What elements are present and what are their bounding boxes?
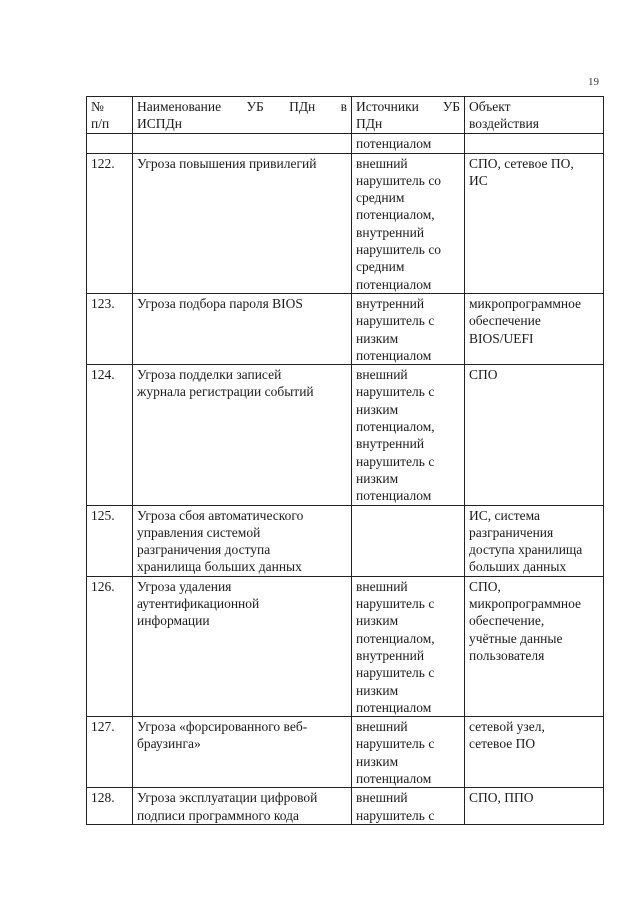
header-name (133, 97, 352, 134)
header-source-word: Источники (356, 99, 419, 114)
threats-table (86, 96, 604, 825)
cell-line: внешний (356, 155, 408, 171)
header-number-line: № (91, 99, 104, 114)
cell-line: СПО, сетевое ПО, (469, 155, 574, 171)
cell-object (465, 153, 604, 293)
cell-object (465, 293, 604, 364)
cell-name (133, 365, 352, 505)
cell-line: потенциалом (356, 770, 432, 786)
cell-line: аутентификационной (137, 596, 260, 612)
cell-line: браузинга» (137, 736, 201, 752)
table-row (87, 293, 604, 364)
cell-line: нарушитель с (356, 665, 435, 681)
header-source-word: УБ (442, 99, 460, 114)
cell-line: низким (356, 613, 399, 629)
cell-line: низким (356, 753, 399, 769)
cell-line: Угроза подбора пароля BIOS (137, 295, 303, 311)
cell-line: внешний (356, 719, 408, 735)
header-object-line: Объект (469, 99, 511, 114)
cell-number: 123. (87, 293, 133, 364)
cell-source (352, 133, 465, 153)
header-object-line: воздействия (469, 116, 539, 132)
cell-line: потенциалом, (356, 630, 435, 646)
cell-line: нарушитель со (356, 172, 442, 188)
cell-line: учётные данные (469, 630, 563, 646)
cell-line: потенциалом (356, 276, 432, 292)
cell-line: потенциалом (356, 699, 432, 715)
cell-number: 125. (87, 505, 133, 576)
cell-number: 124. (87, 365, 133, 505)
cell-object (465, 717, 604, 788)
cell-line: внешний (356, 367, 408, 383)
header-name-word: УБ (246, 99, 264, 114)
cell-line: нарушитель с (356, 313, 435, 329)
cell-object (465, 576, 604, 716)
page-number: 19 (588, 76, 599, 88)
table-row (87, 717, 604, 788)
cell-line: нарушитель с (356, 596, 435, 612)
cell-line: низким (356, 682, 399, 698)
cell-line: потенциалом, (356, 419, 435, 435)
cell-object (465, 365, 604, 505)
cell-name (133, 505, 352, 576)
header-number-line: п/п (91, 116, 110, 132)
cell-line: микропрограммное (469, 596, 582, 612)
cell-name (133, 153, 352, 293)
table-header-row (87, 97, 604, 134)
cell-name (133, 788, 352, 825)
cell-line: нарушитель с (356, 453, 435, 469)
cell-line: Угроза эксплуатации цифровой (137, 790, 318, 806)
header-name-line (137, 98, 347, 115)
cell-line: потенциалом (356, 135, 432, 151)
cell-number: 126. (87, 576, 133, 716)
cell-object (465, 788, 604, 825)
cell-line: низким (356, 401, 399, 417)
cell-number: 128. (87, 788, 133, 825)
cell-line: нарушитель с (356, 384, 435, 400)
cell-line: СПО, ППО (469, 790, 534, 806)
cell-source (352, 293, 465, 364)
cell-line: подписи программного кода (137, 807, 299, 823)
header-name-word: в (340, 99, 347, 114)
cell-number (87, 133, 133, 153)
cell-line: потенциалом (356, 347, 432, 363)
cell-line: микропрограммное (469, 295, 582, 311)
header-name-word: ПДн (289, 99, 316, 114)
cell-source (352, 788, 465, 825)
cell-line: сетевой узел, (469, 719, 545, 735)
cell-line: нарушитель с (356, 736, 435, 752)
cell-source (352, 505, 465, 576)
header-name-word: Наименование (137, 99, 222, 114)
cell-line: низким (356, 330, 399, 346)
cell-object (465, 505, 604, 576)
cell-number: 122. (87, 153, 133, 293)
header-name-line: ИСПДн (137, 116, 182, 132)
header-number (87, 97, 133, 134)
header-object (465, 97, 604, 134)
cell-source (352, 717, 465, 788)
cell-line: внутренний (356, 647, 425, 663)
cell-name (133, 293, 352, 364)
cell-name (133, 133, 352, 153)
cell-object (465, 133, 604, 153)
cell-line: ИС (469, 172, 488, 188)
cell-line: пользователя (469, 647, 545, 663)
cell-line: больших данных (469, 559, 567, 575)
table-row-continued (87, 133, 604, 153)
cell-line: обеспечение (469, 313, 541, 329)
cell-line: Угроза повышения привилегий (137, 155, 317, 171)
cell-number: 127. (87, 717, 133, 788)
cell-line: потенциалом (356, 488, 432, 504)
cell-line: потенциалом, (356, 207, 435, 223)
cell-name (133, 717, 352, 788)
cell-line: сетевое ПО (469, 736, 536, 752)
cell-line: внутренний (356, 224, 425, 240)
cell-line: СПО (469, 367, 498, 383)
cell-line: средним (356, 190, 405, 206)
header-source (352, 97, 465, 134)
cell-line: нарушитель с (356, 807, 435, 823)
cell-line: средним (356, 259, 405, 275)
cell-source (352, 153, 465, 293)
cell-name (133, 576, 352, 716)
cell-line: BIOS/UEFI (469, 330, 534, 346)
cell-line: Угроза «форсированного веб- (137, 719, 308, 735)
cell-line: Угроза удаления (137, 578, 232, 594)
table-row (87, 505, 604, 576)
cell-line: управления системой (137, 524, 261, 540)
table-row (87, 365, 604, 505)
cell-line: хранилища больших данных (137, 559, 302, 575)
cell-line: разграничения доступа (137, 542, 271, 558)
cell-line: нарушитель со (356, 242, 442, 258)
cell-line: ИС, система (469, 507, 541, 523)
cell-line: внешний (356, 790, 408, 806)
cell-line: внешний (356, 578, 408, 594)
table-row (87, 788, 604, 825)
cell-line: СПО, (469, 578, 501, 594)
cell-source (352, 576, 465, 716)
cell-line: внутренний (356, 295, 425, 311)
header-source-line (356, 98, 460, 115)
cell-line: доступа хранилища (469, 542, 583, 558)
table-row (87, 153, 604, 293)
cell-line: низким (356, 470, 399, 486)
header-source-line: ПДн (356, 116, 383, 132)
table-row (87, 576, 604, 716)
cell-line: информации (137, 613, 210, 629)
cell-line: разграничения (469, 524, 554, 540)
cell-line: журнала регистрации событий (137, 384, 314, 400)
cell-line: внутренний (356, 436, 425, 452)
cell-line: Угроза сбоя автоматического (137, 507, 304, 523)
cell-line: обеспечение, (469, 613, 545, 629)
cell-line: Угроза подделки записей (137, 367, 282, 383)
cell-source (352, 365, 465, 505)
